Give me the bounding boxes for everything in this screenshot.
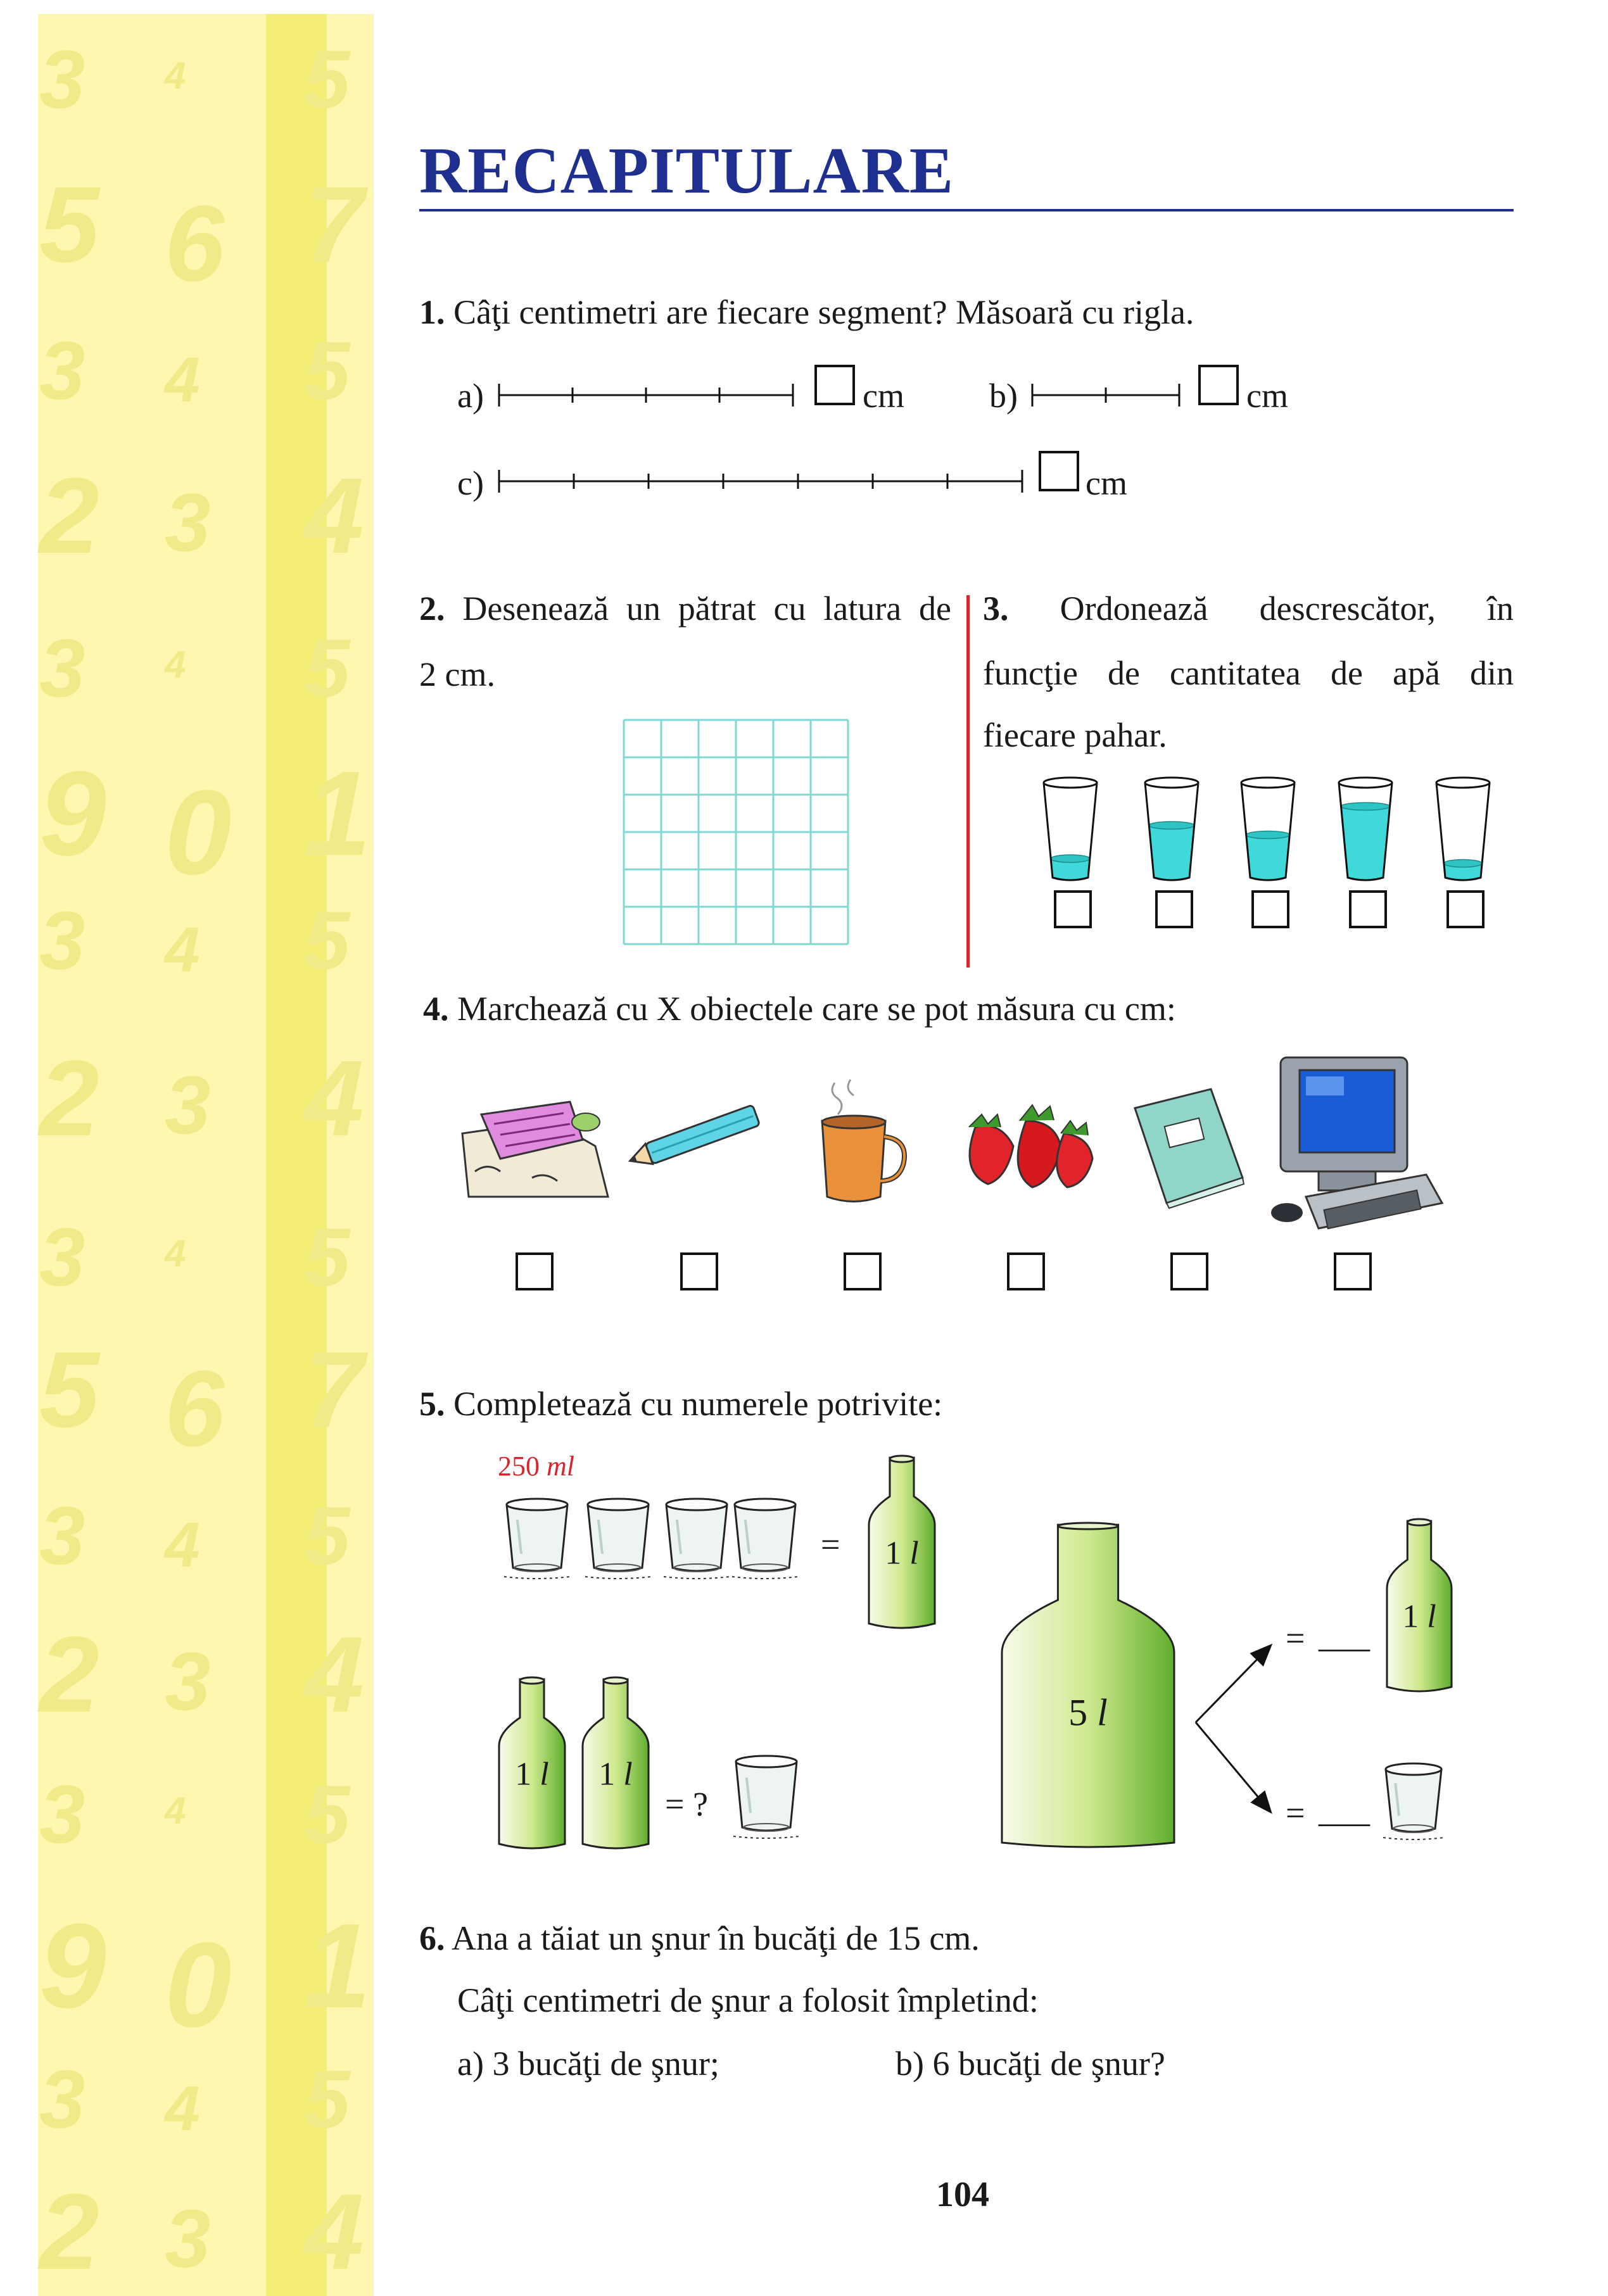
decorative-digit: 3	[39, 1211, 85, 1303]
decorative-digit: 4	[165, 54, 186, 97]
column-divider	[966, 595, 970, 968]
glass-250ml	[664, 1497, 730, 1586]
water-glass	[1431, 774, 1495, 885]
decorative-digit: 3	[39, 1768, 85, 1860]
exercise-6-option-b: b) 6 bucăţi de şnur?	[896, 2045, 1165, 2083]
bottle-1-litre	[866, 1454, 937, 1631]
notebook-icon	[1129, 1083, 1249, 1209]
object-checkbox-pencil[interactable]	[680, 1252, 718, 1290]
decorative-digit: 4	[304, 2172, 364, 2292]
exercise-3-word-6: cantitatea	[1170, 654, 1301, 692]
exercise-3-word-2: descrescător,	[1259, 590, 1436, 628]
exercise-2-line-1	[419, 591, 951, 626]
glass-250ml	[504, 1497, 570, 1586]
answer-blank-1[interactable]: ___	[1319, 1617, 1370, 1655]
title-underline	[419, 209, 1514, 211]
object-checkbox-notebook[interactable]	[1170, 1252, 1208, 1290]
glass-volume-label	[498, 1450, 574, 1482]
page-title: RECAPITULARE	[419, 134, 954, 207]
pencil-icon	[621, 1102, 773, 1171]
water-surface	[1341, 803, 1390, 811]
answer-blank-2[interactable]: ___	[1319, 1791, 1370, 1829]
decorative-digit: 6	[165, 1349, 225, 1469]
square-grid[interactable]	[623, 719, 849, 945]
exercise-5-text	[419, 1387, 942, 1421]
water-glass	[1039, 774, 1102, 885]
decorative-digit: 4	[165, 1510, 200, 1580]
mug-icon	[809, 1076, 911, 1209]
decorative-digit: 5	[39, 1330, 99, 1450]
decorative-digit: 1	[304, 1899, 371, 2033]
exercise-3-line-2	[983, 656, 1514, 690]
exercise-2-text: Desenează un pătrat cu latura de	[462, 590, 952, 628]
bottle-label: 1 l	[1402, 1598, 1436, 1635]
exercise-4-number: 4.	[423, 990, 449, 1028]
decorative-digit: 6	[165, 184, 225, 304]
glass-answer-box[interactable]	[1155, 890, 1193, 928]
exercise-2-line-2: 2 cm.	[419, 655, 495, 693]
water-surface	[1444, 860, 1482, 867]
exercise-3-word-1: Ordonează	[1060, 590, 1208, 628]
decorative-digit: 5	[304, 324, 350, 417]
water-glass	[1236, 774, 1300, 885]
exercise-6-line-1	[419, 1921, 980, 1955]
decorative-digit: 3	[39, 894, 85, 987]
segment-c	[495, 470, 1027, 493]
glass-answer-box[interactable]	[1054, 890, 1092, 928]
segment-b-answer-box[interactable]	[1198, 365, 1239, 405]
page-number: 104	[936, 2175, 989, 2214]
water-level	[1246, 835, 1290, 881]
water-level	[1341, 807, 1390, 881]
decorative-digit: 2	[39, 1038, 99, 1159]
decorative-digit: 4	[304, 1615, 364, 1735]
decorative-digit: 9	[39, 747, 106, 881]
water-surface	[1246, 831, 1290, 839]
decorative-digit: 1	[304, 747, 371, 881]
exercise-6-number: 6.	[419, 1919, 445, 1957]
glass-rim	[1145, 778, 1198, 788]
decorative-digit: 4	[165, 1789, 186, 1832]
decorative-digit: 2	[39, 456, 99, 576]
bottle-label: 1 l	[885, 1535, 919, 1572]
empty-glass	[733, 1754, 799, 1845]
water-glass	[1334, 774, 1397, 885]
segment-b	[1029, 384, 1181, 407]
segment-a-answer-box[interactable]	[814, 365, 855, 405]
decorative-digit: 3	[165, 1635, 211, 1727]
bottle-label: 1 l	[515, 1756, 549, 1793]
decorative-digit: 2	[39, 1615, 99, 1735]
bottle-1-litre	[580, 1675, 651, 1851]
bottle-label: 1 l	[598, 1756, 633, 1793]
exercise-3-line-1	[983, 591, 1514, 626]
computer-icon	[1268, 1045, 1445, 1235]
exercise-1-text	[419, 295, 1194, 329]
exercise-3-word-9: din	[1469, 654, 1514, 692]
glass-rim	[1436, 778, 1490, 788]
bottle-label: 5 l	[1068, 1691, 1108, 1734]
bottle-1-litre	[1384, 1517, 1454, 1694]
glass-rim	[1044, 778, 1097, 788]
object-checkbox-computer[interactable]	[1334, 1252, 1372, 1290]
object-checkbox-napkin[interactable]	[516, 1252, 554, 1290]
exercise-1-number: 1.	[419, 293, 445, 331]
exercise-3-word-8: apă	[1392, 654, 1440, 692]
decorative-digit: 4	[304, 1038, 364, 1159]
bottle-5-litre	[999, 1521, 1177, 1850]
decorative-digit: 5	[304, 622, 350, 714]
question-equals: = ?	[665, 1785, 708, 1823]
exercise-1-question: Câţi centimetri are fiecare segment? Măsoară cu rigla.	[453, 293, 1194, 331]
glass-answer-box[interactable]	[1251, 890, 1289, 928]
segment-b-label: b)	[989, 377, 1018, 415]
decorative-digit: 4	[165, 914, 200, 985]
decorative-digit: 5	[304, 1489, 350, 1582]
decorative-digit: 4	[165, 344, 200, 415]
exercise-3-number: 3.	[983, 590, 1009, 628]
decorative-digit: 4	[304, 456, 364, 576]
exercise-6-line-2: Câţi centimetri de şnur a folosit împletind:	[457, 1981, 1039, 2019]
decorative-digit: 3	[39, 33, 85, 125]
napkin-icon	[456, 1076, 614, 1203]
bottle-1-litre	[497, 1675, 567, 1851]
exercise-2-number: 2.	[419, 590, 445, 628]
exercise-3-word-7: de	[1330, 654, 1363, 692]
decorative-digit: 3	[39, 324, 85, 417]
object-checkbox-strawberries[interactable]	[1007, 1252, 1045, 1290]
decorative-digit: 2	[39, 2172, 99, 2292]
water-glass	[1140, 774, 1203, 885]
decorative-digit: 7	[304, 1330, 364, 1450]
decorative-digit: 3	[39, 1489, 85, 1582]
glass-volume-unit: ml	[547, 1451, 574, 1482]
glass-answer-box[interactable]	[1349, 890, 1387, 928]
decorative-digit: 5	[304, 2053, 350, 2145]
decorative-digit: 4	[165, 1232, 186, 1275]
water-surface	[1149, 822, 1194, 829]
segment-a	[495, 384, 799, 407]
decorative-digit: 4	[165, 643, 186, 686]
glass-rim	[1241, 778, 1295, 788]
exercise-5-number: 5.	[419, 1385, 445, 1423]
decorative-digit: 5	[304, 33, 350, 125]
exercise-3-word-5: de	[1108, 654, 1140, 692]
exercise-4-question: Marchează cu X obiectele care se pot măsura cu cm:	[457, 990, 1176, 1028]
water-level	[1149, 826, 1194, 881]
decorative-digit: 3	[39, 2053, 85, 2145]
exercise-3-word-3: în	[1486, 590, 1514, 628]
glass-answer-box[interactable]	[1447, 890, 1485, 928]
equals-sign-3: =	[1286, 1794, 1305, 1832]
exercise-5-question: Completează cu numerele potrivite:	[453, 1385, 943, 1423]
segment-c-answer-box[interactable]	[1039, 451, 1079, 491]
decorative-digit: 3	[165, 1059, 211, 1151]
branch-arrows	[1191, 1627, 1292, 1830]
exercise-6-option-a: a) 3 bucăţi de şnur;	[457, 2045, 719, 2083]
decorative-digit: 9	[39, 1899, 106, 2033]
exercise-3-line-3: fiecare pahar.	[983, 716, 1167, 754]
glass-rim	[1339, 778, 1392, 788]
decorative-digit: 3	[39, 622, 85, 714]
glass-volume-value: 250	[498, 1451, 540, 1482]
object-checkbox-mug[interactable]	[844, 1252, 882, 1290]
equals-sign-1: =	[821, 1525, 840, 1563]
decorative-digit: 0	[165, 766, 232, 900]
decorative-digit: 5	[304, 894, 350, 987]
glass-250ml	[732, 1497, 798, 1586]
decorative-digit: 7	[304, 165, 364, 285]
exercise-6-text: Ana a tăiat un şnur în bucăţi de 15 cm.	[452, 1919, 980, 1957]
exercise-4-text	[423, 992, 1176, 1026]
decorative-digit: 5	[304, 1768, 350, 1860]
exercise-3-word-4: funcţie	[983, 654, 1078, 692]
segment-c-unit: cm	[1086, 464, 1127, 502]
decorative-digit: 3	[165, 2192, 211, 2285]
decorative-digit: 5	[39, 165, 99, 285]
equals-sign-2: =	[1286, 1619, 1305, 1657]
segment-c-label: c)	[457, 464, 484, 502]
segment-a-label: a)	[457, 377, 484, 415]
decorative-digit: 5	[304, 1211, 350, 1303]
segment-b-unit: cm	[1246, 377, 1288, 415]
water-surface	[1051, 855, 1090, 862]
strawberries-icon	[956, 1102, 1102, 1190]
decorative-digit: 4	[165, 2073, 200, 2144]
decorative-digit: 0	[165, 1918, 232, 2052]
glass-250ml	[585, 1497, 651, 1586]
empty-glass	[1383, 1762, 1444, 1846]
decorative-digit: 3	[165, 476, 211, 569]
segment-a-unit: cm	[863, 377, 904, 415]
